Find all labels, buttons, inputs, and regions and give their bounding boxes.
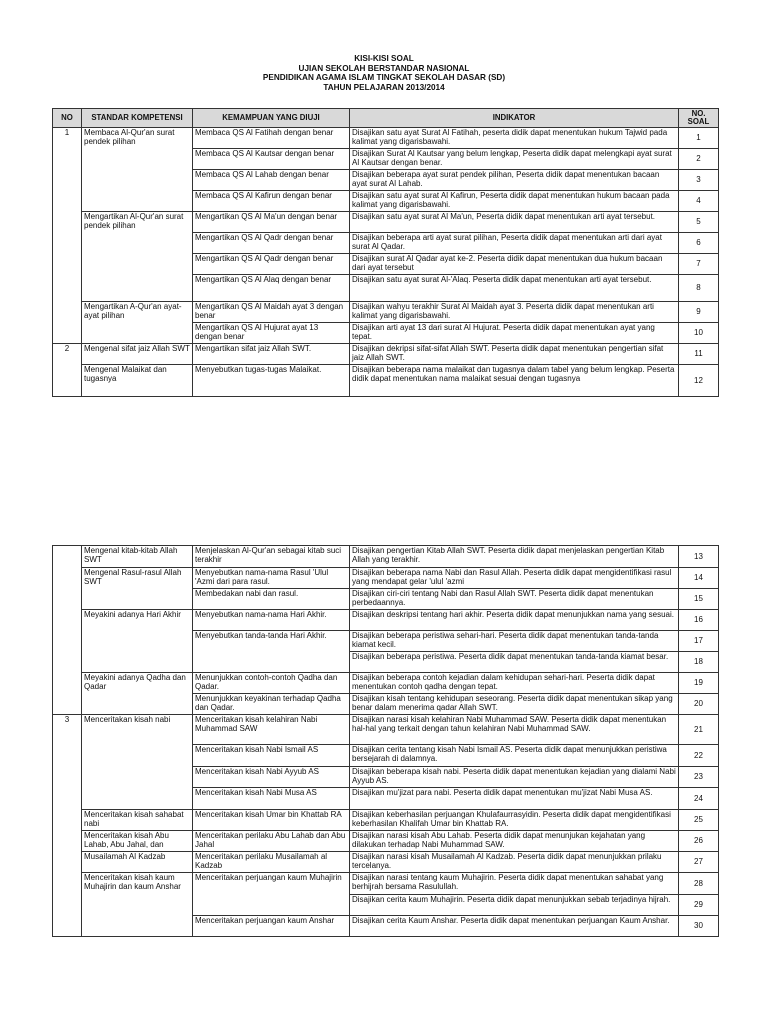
cell-kemampuan: Menceritakan perjuangan kaum Muhajirin [193, 873, 350, 916]
cell-indikator: Disajikan beberapa nama malaikat dan tugasnya dalam tabel yang belum lengkap. Peserta didik dapat menentukan nama malaikat sesuai dengan tugasnya [350, 365, 679, 397]
col-header-no: NO [53, 109, 82, 128]
cell-no-soal: 22 [679, 745, 719, 767]
grid-table-page-2 [52, 545, 719, 937]
cell-indikator: Disajikan cerita Kaum Anshar. Peserta didik dapat menentukan perjuangan Kaum Anshar. [350, 916, 679, 937]
cell-no-soal: 16 [679, 610, 719, 631]
cell-standar-kompetensi: Menceritakan kisah kaum Muhajirin dan kaum Anshar [82, 873, 193, 937]
cell-standar-kompetensi: Mengenal sifat jaiz Allah SWT [82, 344, 193, 365]
doc-subtitle-subject: PENDIDIKAN AGAMA ISLAM TINGKAT SEKOLAH DASAR (SD) [262, 73, 506, 83]
cell-standar-kompetensi: Menceritakan kisah sahabat nabi [82, 810, 193, 831]
cell-no: 2 [53, 344, 82, 397]
table-row [53, 852, 719, 873]
cell-standar-kompetensi: Meyakini adanya Qadha dan Qadar [82, 673, 193, 715]
cell-kemampuan: Menceritakan kisah Nabi Ismail AS [193, 745, 350, 767]
cell-kemampuan: Menyebutkan tanda-tanda Hari Akhir. [193, 631, 350, 673]
cell-no-soal: 30 [679, 916, 719, 937]
cell-no-soal: 17 [679, 631, 719, 652]
cell-standar-kompetensi: Membaca Al-Qur'an surat pendek pilihan [82, 128, 193, 212]
cell-standar-kompetensi: Mengartikan A-Qur'an ayat-ayat pilihan [82, 302, 193, 344]
cell-indikator: Disajikan cerita kaum Muhajirin. Peserta didik dapat menunjukkan sebab terjadinya hijrah. [350, 895, 679, 916]
cell-no-soal: 7 [679, 254, 719, 275]
cell-standar-kompetensi: Mengartikan Al-Qur'an surat pendek pilihan [82, 212, 193, 302]
col-header-indikator: INDIKATOR [350, 109, 679, 128]
cell-no-soal: 21 [679, 715, 719, 745]
grid-table-page-1 [52, 108, 719, 397]
cell-indikator: Disajikan beberapa contoh kejadian dalam kehidupan sehari-hari. Peserta didik dapat menentukan contoh qadha dengan tepat. [350, 673, 679, 694]
table-row [53, 831, 719, 852]
cell-no-soal: 27 [679, 852, 719, 873]
cell-kemampuan: Menceritakan kisah kelahiran Nabi Muhammad SAW [193, 715, 350, 745]
cell-no-soal: 18 [679, 652, 719, 673]
cell-indikator: Disajikan wahyu terakhir Surat Al Maidah ayat 3. Peserta didik dapat menentukan arti kalimat yang digarisbawahi. [350, 302, 679, 323]
table-row [53, 673, 719, 694]
cell-no: 1 [53, 128, 82, 344]
cell-indikator: Disajikan deskripsi tentang hari akhir. Peserta didik dapat menunjukkan nama yang sesuai. [350, 610, 679, 631]
table-row [53, 715, 719, 745]
cell-indikator: Disajikan beberapa arti ayat surat pilihan, Peserta didik dapat menentukan arti dari ayat surat Al Qadar. [350, 233, 679, 254]
table-row [53, 365, 719, 397]
table-row [53, 873, 719, 895]
cell-kemampuan: Menjelaskan Al-Qur'an sebagai kitab suci terakhir [193, 546, 350, 568]
table-row [53, 212, 719, 233]
table-body-2 [53, 546, 719, 937]
cell-indikator: Disajikan beberapa peristiwa. Peserta didik dapat menentukan tanda-tanda kiamat besar. [350, 652, 679, 673]
cell-indikator: Disajikan satu ayat Surat Al Fatihah, peserta didik dapat menentukan hukum Tajwid pada kalimat yang digarisbawahi. [350, 128, 679, 149]
col-header-standar-kompetensi: STANDAR KOMPETENSI [82, 109, 193, 128]
cell-kemampuan: Menceritakan perjuangan kaum Anshar [193, 916, 350, 937]
table-row [53, 568, 719, 589]
cell-no-soal: 20 [679, 694, 719, 715]
col-header-kemampuan: KEMAMPUAN YANG DIUJI [193, 109, 350, 128]
cell-standar-kompetensi: Mengenal Malaikat dan tugasnya [82, 365, 193, 397]
cell-kemampuan: Membaca QS Al Kafirun dengan benar [193, 191, 350, 212]
cell-indikator: Disajikan Surat Al Kautsar yang belum lengkap, Peserta didik dapat melengkapi ayat surat Al Kautsar dengan benar. [350, 149, 679, 170]
cell-no-soal: 8 [679, 275, 719, 302]
cell-no-soal: 24 [679, 788, 719, 810]
cell-no-soal: 28 [679, 873, 719, 895]
table-body-1 [53, 128, 719, 397]
cell-kemampuan: Menceritakan kisah Nabi Musa AS [193, 788, 350, 810]
cell-kemampuan: Menceritakan kisah Nabi Ayyub AS [193, 767, 350, 788]
cell-indikator: Disajikan narasi kisah Musailamah Al Kadzab. Peserta didik dapat menunjukkan prilaku tercelanya. [350, 852, 679, 873]
cell-indikator: Disajikan narasi tentang kaum Muhajirin. Peserta didik dapat menentukan sahabat yang berhijrah bersama Rasulullah. [350, 873, 679, 895]
table-row [53, 546, 719, 568]
cell-indikator: Disajikan ciri-ciri tentang Nabi dan Rasul Allah SWT. Peserta didik dapat menentukan perbedaannya. [350, 589, 679, 610]
cell-kemampuan: Menyebutkan nama-nama Hari Akhir. [193, 610, 350, 631]
cell-indikator: Disajikan beberapa kisah nabi. Peserta didik dapat menentukan kejadian yang dialami Nabi Ayyub AS. [350, 767, 679, 788]
cell-no-soal: 3 [679, 170, 719, 191]
cell-indikator: Disajikan satu ayat surat Al Kafirun, Peserta didik dapat menentukan hukum bacaan pada kalimat yang digarisbawahi. [350, 191, 679, 212]
cell-no-soal: 11 [679, 344, 719, 365]
cell-standar-kompetensi: Meyakini adanya Hari Akhir [82, 610, 193, 673]
cell-indikator: Disajikan surat Al Qadar ayat ke-2. Peserta didik dapat menentukan dua hukum bacaan dari ayat tersebut [350, 254, 679, 275]
cell-indikator: Disajikan satu ayat surat Al-'Alaq. Peserta didik dapat menentukan arti ayat tersebut. [350, 275, 679, 302]
doc-title: KISI-KISI SOAL [354, 54, 414, 63]
cell-no-soal: 15 [679, 589, 719, 610]
table-row [53, 128, 719, 149]
cell-no-soal: 25 [679, 810, 719, 831]
cell-indikator: Disajikan arti ayat 13 dari surat Al Hujurat. Peserta didik dapat menentukan ayat yang tepat. [350, 323, 679, 344]
table-row [53, 810, 719, 831]
cell-kemampuan: Menceritakan perilaku Abu Lahab dan Abu Jahal [193, 831, 350, 852]
cell-indikator: Disajikan keberhasilan perjuangan Khulafaurrasyidin. Peserta didik dapat mengidentifikasi keberhasilan Khalifah Umar bin Khattab RA. [350, 810, 679, 831]
cell-no: 3 [53, 715, 82, 937]
cell-standar-kompetensi: Musailamah Al Kadzab [82, 852, 193, 873]
cell-no-soal: 1 [679, 128, 719, 149]
cell-kemampuan: Menunjukkan contoh-contoh Qadha dan Qadar. [193, 673, 350, 694]
cell-standar-kompetensi: Mengenal kitab-kitab Allah SWT [82, 546, 193, 568]
cell-kemampuan: Menyebutkan nama-nama Rasul 'Ulul 'Azmi dari para rasul. [193, 568, 350, 589]
cell-no-soal: 29 [679, 895, 719, 916]
cell-indikator: Disajikan satu ayat surat Al Ma'un, Peserta didik dapat menentukan arti ayat tersebut. [350, 212, 679, 233]
cell-kemampuan: Mengartikan QS Al Qadr dengan benar [193, 233, 350, 254]
cell-indikator: Disajikan beberapa ayat surat pendek pilihan, Peserta didik dapat menentukan bacaan ayat surat Al Lahab. [350, 170, 679, 191]
cell-kemampuan: Membaca QS Al Fatihah dengan benar [193, 128, 350, 149]
cell-no-soal: 19 [679, 673, 719, 694]
cell-no-soal: 6 [679, 233, 719, 254]
document-header [0, 54, 768, 92]
cell-kemampuan: Menceritakan kisah Umar bin Khattab RA [193, 810, 350, 831]
cell-indikator: Disajikan dekripsi sifat-sifat Allah SWT. Peserta didik dapat menentukan pengertian sifat jaiz Allah SWT. [350, 344, 679, 365]
cell-no-soal: 9 [679, 302, 719, 323]
cell-indikator: Disajikan narasi kisah Abu Lahab. Peserta didik dapat menunjukan kejahatan yang dilakukan terhadap Nabi Muhammad SAW. [350, 831, 679, 852]
cell-kemampuan: Mengartikan QS Al Ma'un dengan benar [193, 212, 350, 233]
cell-standar-kompetensi: Menceritakan kisah nabi [82, 715, 193, 810]
cell-kemampuan: Mengartikan sifat jaiz Allah SWT. [193, 344, 350, 365]
cell-kemampuan: Mengartikan QS Al Qadr dengan benar [193, 254, 350, 275]
cell-no-soal: 5 [679, 212, 719, 233]
cell-indikator: Disajikan pengertian Kitab Allah SWT. Peserta didik dapat menjelaskan pengertian Kitab Allah yang terakhir. [350, 546, 679, 568]
cell-no-soal: 4 [679, 191, 719, 212]
cell-indikator: Disajikan narasi kisah kelahiran Nabi Muhammad SAW. Peserta didik dapat menentukan hal-hal yang terkait dengan tahun kelahiran Nabi Muhammad SAW. [350, 715, 679, 745]
cell-no-soal: 10 [679, 323, 719, 344]
cell-kemampuan: Menunjukkan keyakinan terhadap Qadha dan Qadar. [193, 694, 350, 715]
cell-no-soal: 23 [679, 767, 719, 788]
cell-indikator: Disajikan mu'jizat para nabi. Peserta didik dapat menentukan mu'jizat Nabi Musa AS. [350, 788, 679, 810]
cell-kemampuan: Membaca QS Al Lahab dengan benar [193, 170, 350, 191]
cell-no-soal: 13 [679, 546, 719, 568]
cell-standar-kompetensi: Mengenal Rasul-rasul Allah SWT [82, 568, 193, 610]
cell-no-soal: 14 [679, 568, 719, 589]
cell-no-soal: 12 [679, 365, 719, 397]
cell-kemampuan: Menceritakan perilaku Musailamah al Kadzab [193, 852, 350, 873]
doc-subtitle-year: TAHUN PELAJARAN 2013/2014 [323, 82, 445, 92]
cell-indikator: Disajikan beberapa peristiwa sehari-hari. Peserta didik dapat menentukan tanda-tanda kiamat kecil. [350, 631, 679, 652]
table-row [53, 610, 719, 631]
cell-indikator: Disajikan kisah tentang kehidupan seseorang. Peserta didik dapat menentukan sikap yang benar dalam menerima qadar Allah SWT. [350, 694, 679, 715]
table-row [53, 344, 719, 365]
cell-kemampuan: Mengartikan QS Al Alaq dengan benar [193, 275, 350, 302]
cell-kemampuan: Menyebutkan tugas-tugas Malaikat. [193, 365, 350, 397]
cell-standar-kompetensi: Menceritakan kisah Abu Lahab, Abu Jahal, dan [82, 831, 193, 852]
cell-kemampuan: Mengartikan QS Al Hujurat ayat 13 dengan benar [193, 323, 350, 344]
cell-no-soal: 2 [679, 149, 719, 170]
cell-indikator: Disajikan beberapa nama Nabi dan Rasul Allah. Peserta didik dapat mengidentifikasi rasul yang mendapat gelar 'ulul 'azmi [350, 568, 679, 589]
doc-subtitle-exam: UJIAN SEKOLAH BERSTANDAR NASIONAL [298, 63, 470, 73]
cell-indikator: Disajikan cerita tentang kisah Nabi Ismail AS. Peserta didik dapat menunjukkan peristiwa bersejarah di dalamnya. [350, 745, 679, 767]
col-header-no-soal: NO. SOAL [679, 109, 719, 128]
cell-kemampuan: Membaca QS Al Kautsar dengan benar [193, 149, 350, 170]
cell-no [53, 546, 82, 715]
cell-no-soal: 26 [679, 831, 719, 852]
cell-kemampuan: Mengartikan QS Al Maidah ayat 3 dengan benar [193, 302, 350, 323]
cell-kemampuan: Membedakan nabi dan rasul. [193, 589, 350, 610]
table-row [53, 302, 719, 323]
